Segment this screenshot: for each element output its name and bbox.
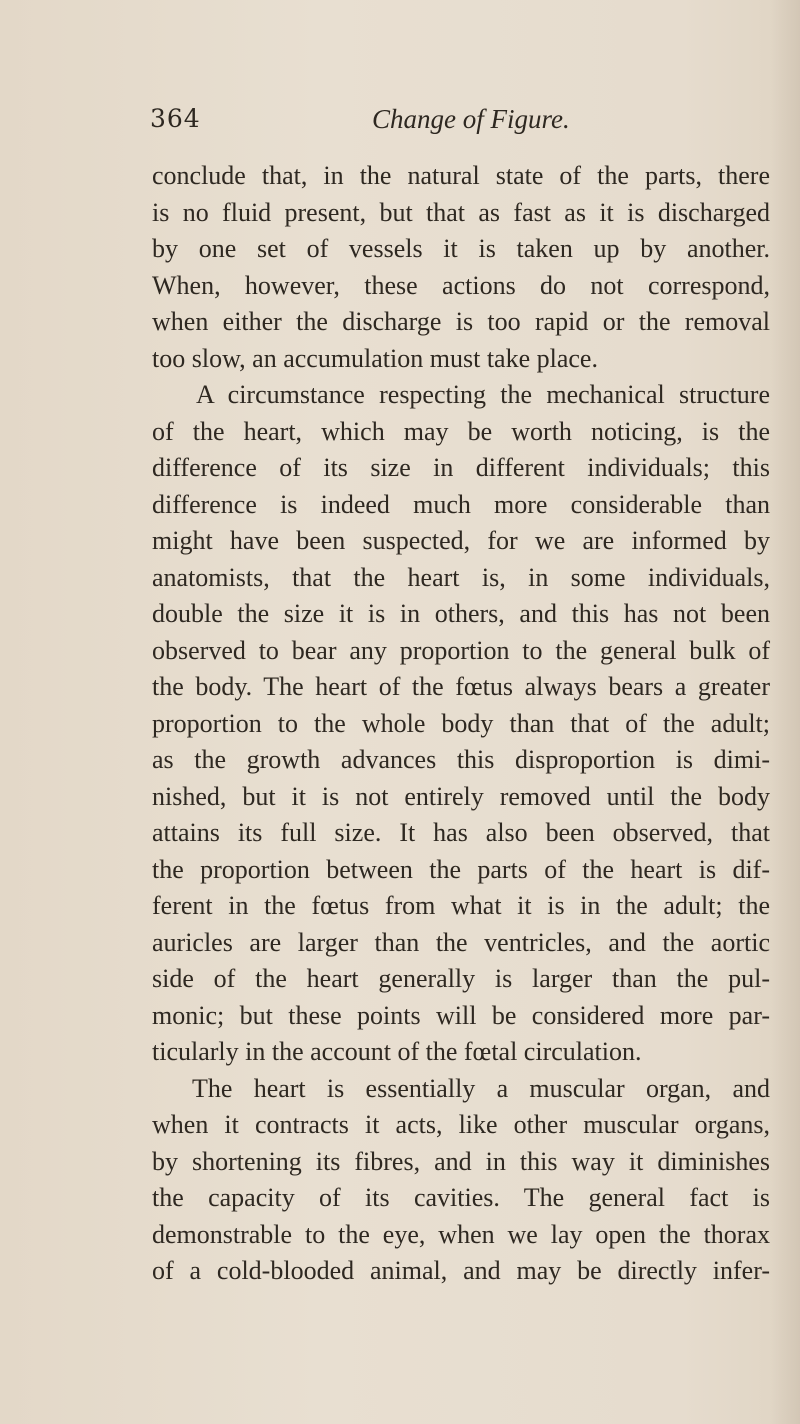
text-line: proportion to the whole body than that of the adult;	[152, 708, 770, 738]
text-line: A circumstance respecting the mechanical structure	[196, 380, 770, 409]
body-text	[152, 158, 770, 1290]
text-line: The heart is essentially a muscular organ, and	[192, 1073, 770, 1103]
text-line: of a cold-blooded animal, and may be directly infer-	[152, 1256, 770, 1285]
text-line: the capacity of its cavities. The general fact is	[152, 1183, 770, 1212]
running-title: Change of Figure.	[372, 104, 570, 134]
text-line: the proportion between the parts of the heart is dif-	[152, 854, 770, 884]
text-line: by one set of vessels it is taken up by another.	[152, 234, 770, 263]
page-header	[150, 104, 770, 144]
text-line: anatomists, that the heart is, in some individuals,	[152, 562, 770, 592]
text-line: the body. The heart of the fœtus always bears a greater	[152, 672, 770, 701]
text-line: by shortening its fibres, and in this way it diminishes	[152, 1146, 770, 1176]
text-line: ticularly in the account of the fœtal circulation.	[152, 1037, 642, 1066]
text-line: difference is indeed much more considerable than	[152, 489, 770, 519]
text-line: is no fluid present, but that as fast as it is discharged	[152, 197, 770, 227]
text-line: of the heart, which may be worth noticing, is the	[152, 416, 770, 446]
text-line: difference of its size in different individuals; this	[152, 453, 770, 482]
text-line: ferent in the fœtus from what it is in the adult; the	[152, 891, 770, 920]
page-number: 364	[150, 104, 201, 133]
text-line: auricles are larger than the ventricles, and the aortic	[152, 927, 770, 957]
text-line: might have been suspected, for we are informed by	[152, 526, 770, 555]
text-line: When, however, these actions do not correspond,	[152, 270, 770, 300]
text-line: side of the heart generally is larger than the pul-	[152, 964, 770, 993]
text-line: too slow, an accumulation must take place.	[152, 343, 598, 373]
text-line: when either the discharge is too rapid or the removal	[152, 307, 770, 336]
page-edge-shadow	[770, 0, 800, 1424]
text-line: attains its full size. It has also been observed, that	[152, 818, 770, 847]
text-line: double the size it is in others, and this has not been	[152, 599, 770, 628]
text-line: nished, but it is not entirely removed until the body	[152, 781, 770, 811]
text-line: observed to bear any proportion to the general bulk of	[152, 635, 770, 665]
text-line: monic; but these points will be considered more par-	[152, 1000, 770, 1030]
text-line: conclude that, in the natural state of the parts, there	[152, 161, 770, 190]
text-line: when it contracts it acts, like other muscular organs,	[152, 1110, 770, 1139]
text-line: as the growth advances this disproportion is dimi-	[152, 745, 770, 774]
text-line: demonstrable to the eye, when we lay open the thorax	[152, 1219, 770, 1249]
